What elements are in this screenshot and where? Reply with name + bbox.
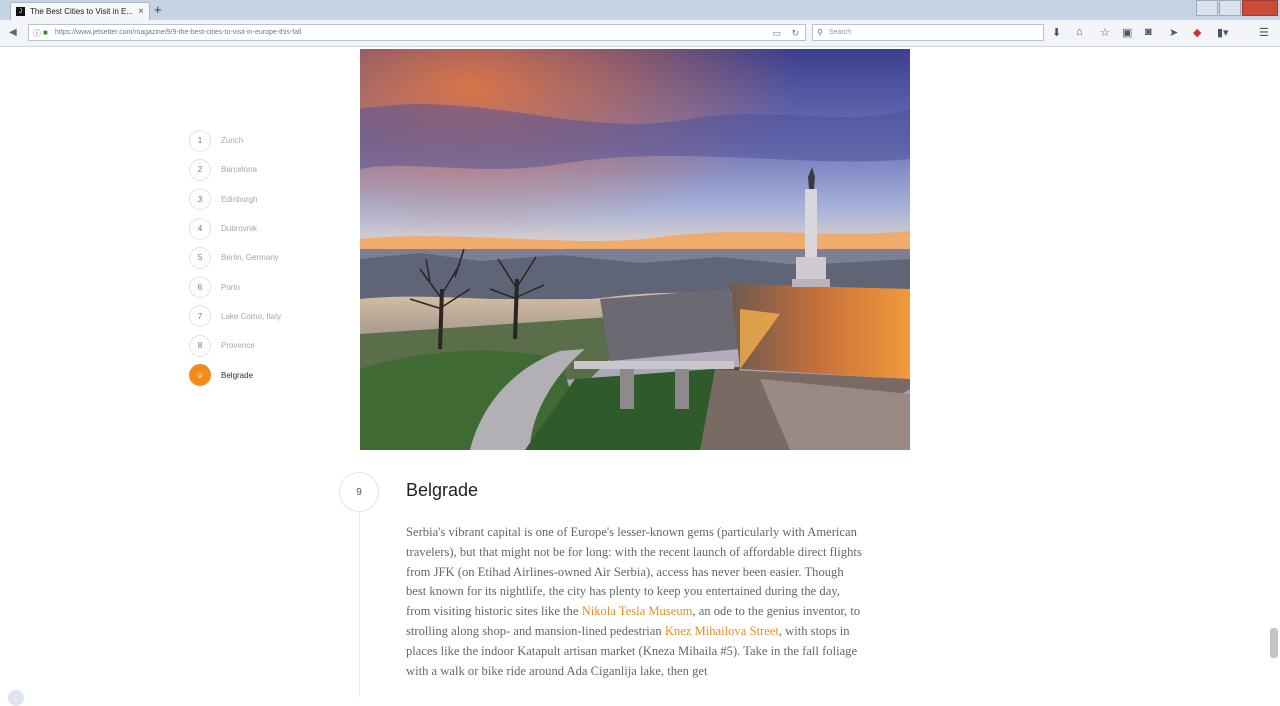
timeline-line <box>359 512 360 698</box>
city-item[interactable] <box>189 185 281 214</box>
city-item[interactable] <box>189 331 281 360</box>
city-item[interactable] <box>189 272 281 301</box>
article-text: Serbia's vibrant capital is one of Europe's lesser-known gems (particularly with American travelers), but that might not be for long: with the recent launch of affordable direct flights from JFK (on Etihad Airlines-owned Air Serbia), access has never been easier. Though best known for its nightlife, the city has plenty to keep you entertained during the day, from visiting historic sites like the <box>406 525 862 619</box>
browser-tab[interactable] <box>10 2 150 20</box>
city-label: Dubrovnik <box>221 224 258 234</box>
maximize-button[interactable] <box>1219 0 1241 16</box>
close-window-button[interactable] <box>1242 0 1278 16</box>
city-item-active[interactable] <box>189 360 281 389</box>
city-number: ☺ <box>189 364 211 386</box>
city-label: Provence <box>221 341 255 351</box>
city-label: Belgrade <box>221 370 254 380</box>
minimize-button[interactable] <box>1196 0 1218 16</box>
city-number: 5 <box>189 247 211 269</box>
library-icon[interactable]: ▣ <box>1122 27 1133 39</box>
article-text: , an ode to the genius inventor, to strolling along shop- and mansion-lined pedestrian <box>406 604 861 638</box>
article-paragraph <box>406 523 866 681</box>
scrollbar-thumb[interactable] <box>1270 628 1278 658</box>
city-number: 7 <box>189 305 211 327</box>
reader-view-icon[interactable]: ▭ <box>772 28 781 38</box>
city-number: 2 <box>189 159 211 181</box>
extension-menu-icon[interactable]: ▮▾ <box>1217 27 1229 39</box>
city-label: Barcelona <box>221 165 258 175</box>
city-number: 8 <box>189 335 211 357</box>
city-list <box>189 126 281 390</box>
city-item[interactable] <box>189 243 281 272</box>
downloads-icon[interactable]: ⬇ <box>1052 27 1062 39</box>
city-item[interactable] <box>189 302 281 331</box>
send-icon[interactable]: ➤ <box>1169 27 1179 39</box>
city-label: Zurich <box>221 136 244 146</box>
city-label: Berlin, Germany <box>221 253 279 263</box>
nav-bar <box>0 20 1280 47</box>
city-item[interactable] <box>189 126 281 155</box>
city-number: 3 <box>189 188 211 210</box>
bookmark-star-icon[interactable]: ☆ <box>1100 27 1110 39</box>
extension-icon[interactable]: ◆ <box>1193 27 1202 39</box>
window-controls <box>1195 0 1278 16</box>
hero-photo <box>360 49 910 450</box>
section-number: 9 <box>339 472 379 512</box>
url-text: https://www.jetsetter.com/magazine/9/9-the-best-cities-to-visit-in-europe-this-fall <box>55 29 302 36</box>
city-number: 6 <box>189 276 211 298</box>
city-label: Edinburgh <box>221 194 258 204</box>
back-icon[interactable]: ◀ <box>9 27 17 38</box>
close-tab-icon[interactable]: × <box>138 6 144 17</box>
city-number: 1 <box>189 130 211 152</box>
pocket-icon[interactable]: ◙ <box>1145 26 1152 38</box>
nikola-tesla-museum-link[interactable]: Nikola Tesla Museum <box>581 604 693 619</box>
city-item[interactable] <box>189 155 281 184</box>
url-bar[interactable] <box>28 24 806 41</box>
search-input[interactable] <box>812 24 1044 41</box>
site-favicon-icon: J <box>16 7 25 16</box>
article-text: , with stops in places like the indoor Katapult artisan market (Kneza Mihaila #5). Take in the fall foliage with a walk or bike ride around Ada Ciganlija lake, then get <box>406 623 858 678</box>
knez-mihailova-street-link[interactable]: Knez Mihailova Street <box>664 623 779 638</box>
new-tab-button[interactable]: + <box>154 2 162 17</box>
city-label: Porto <box>221 282 241 292</box>
section-title: Belgrade <box>406 480 479 500</box>
tab-title: The Best Cities to Visit in E... <box>30 7 134 16</box>
city-label: Lake Como, Italy <box>221 311 282 321</box>
feedback-icon[interactable] <box>8 690 24 706</box>
tab-bar <box>0 0 1280 20</box>
hamburger-menu-icon[interactable]: ☰ <box>1259 27 1269 39</box>
search-placeholder: Search <box>829 29 852 36</box>
city-item[interactable] <box>189 214 281 243</box>
lock-icon: ■ <box>43 28 48 37</box>
info-icon[interactable]: ⓘ <box>33 29 41 38</box>
home-icon[interactable]: ⌂ <box>1076 26 1083 38</box>
search-icon: ⚲ <box>817 28 823 37</box>
city-number: 4 <box>189 218 211 240</box>
reload-icon[interactable]: ↻ <box>791 28 799 38</box>
